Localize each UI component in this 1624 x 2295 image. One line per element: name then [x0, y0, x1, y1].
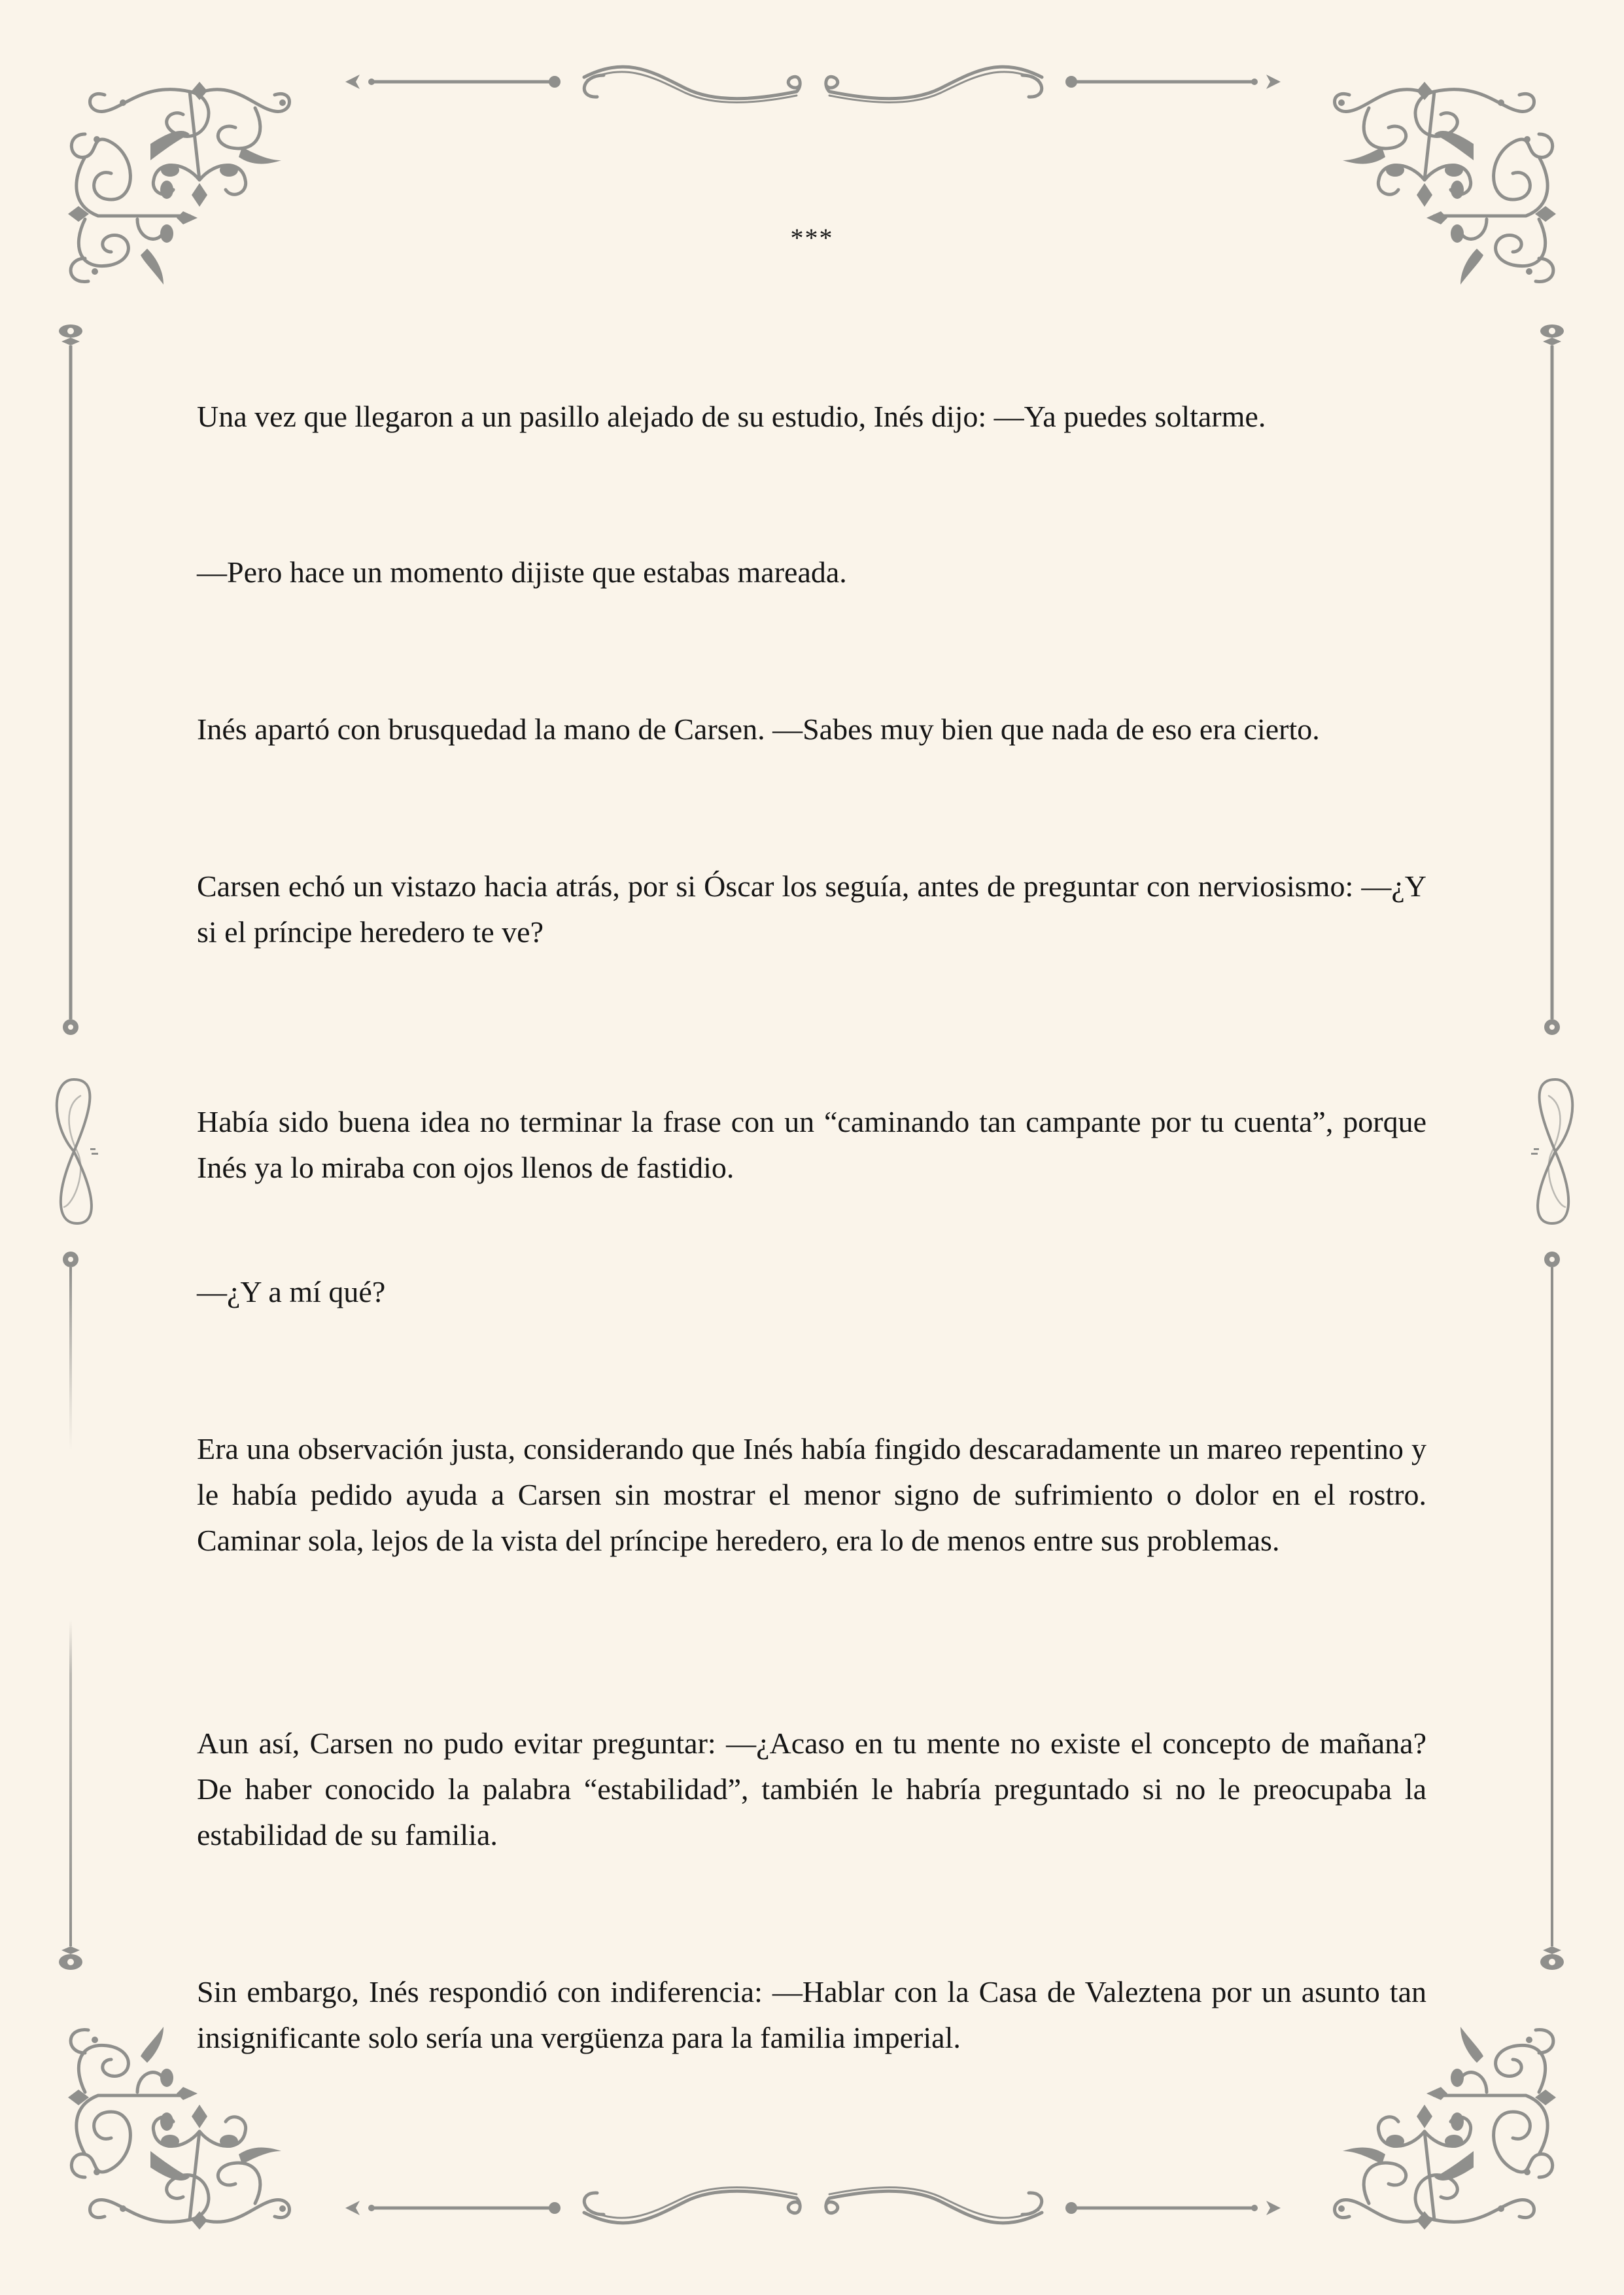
- paragraph: Una vez que llegaron a un pasillo alejado de su estudio, Inés dijo: —Ya puedes soltarme.: [197, 400, 1266, 433]
- infinity-knot-icon: [44, 1066, 103, 1236]
- paragraph: —Pero hace un momento dijiste que estabas mareada.: [197, 555, 847, 589]
- border-rod-icon: [1539, 321, 1565, 1040]
- scene-break: ***: [790, 223, 834, 253]
- footer-flourish-icon: [345, 2185, 1281, 2231]
- border-rod-icon: [58, 321, 84, 1040]
- paragraph: Inés apartó con brusquedad la mano de Carsen. —Sabes muy bien que nada de eso era cierto.: [197, 712, 1320, 746]
- border-rod-icon: [1539, 1246, 1565, 1972]
- border-rod-icon: [58, 1246, 84, 1972]
- paragraph: Había sido buena idea no terminar la frase con un “caminando tan campante por tu cuenta”, porque Inés ya lo miraba con ojos llenos de fastidio.: [197, 1105, 1426, 1184]
- paragraph: Aun así, Carsen no pudo evitar preguntar: —¿Acaso en tu mente no existe el concepto de mañana? De haber conocido la palabra “estabilidad”, también le habría preguntado si no le preocupaba la estabilidad de su familia.: [197, 1726, 1426, 1851]
- paragraph: —¿Y a mí qué?: [197, 1275, 386, 1308]
- paragraph: Era una observación justa, considerando que Inés había fingido descaradamente un mareo repentino y le había pedido ayuda a Carsen sin mostrar el menor signo de sufrimiento o dolor en el rostro. Caminar sola, lejos de la vista del príncipe heredero, era lo de menos entre sus problemas.: [197, 1432, 1426, 1557]
- infinity-knot-icon: [1526, 1066, 1585, 1236]
- paragraph: Carsen echó un vistazo hacia atrás, por si Óscar los seguía, antes de preguntar con nerviosismo: —¿Y si el príncipe heredero te ve?: [197, 869, 1426, 949]
- paragraph: Sin embargo, Inés respondió con indiferencia: —Hablar con la Casa de Valeztena por un asunto tan insignificante solo sería una vergüenza para la familia imperial.: [197, 1975, 1426, 2054]
- header-flourish-icon: [345, 59, 1281, 105]
